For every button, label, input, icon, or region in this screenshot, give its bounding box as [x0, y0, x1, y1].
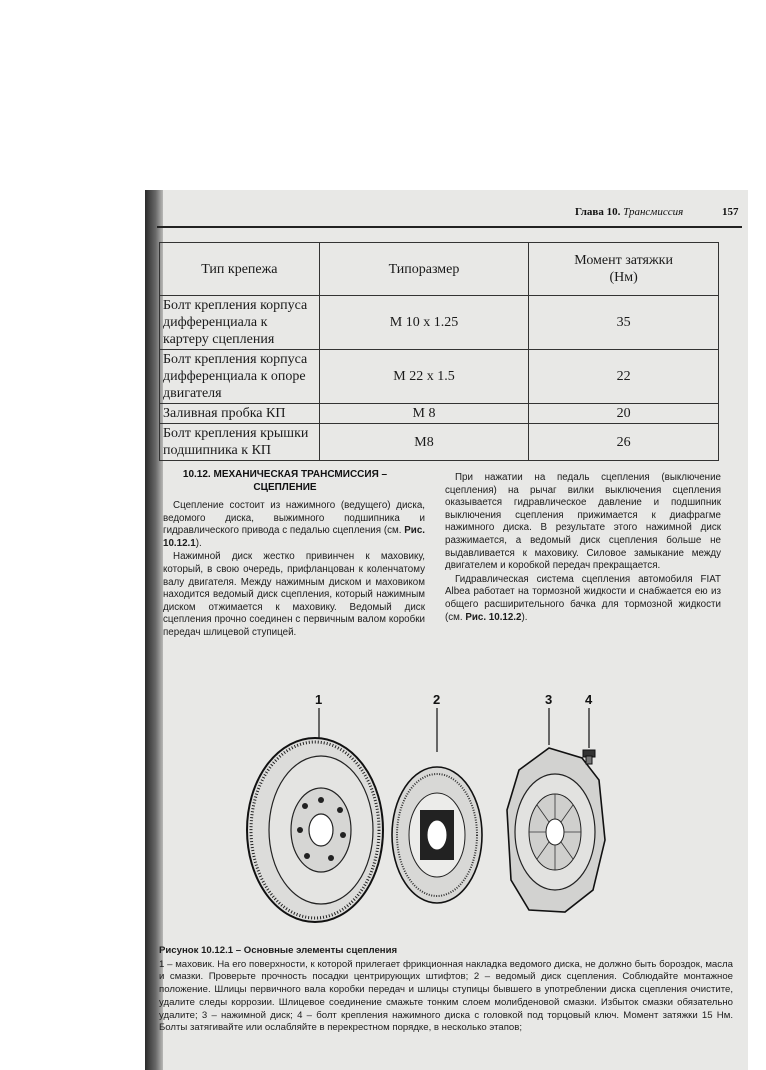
paragraph: Сцепление состоит из нажимного (ведущего) диска, ведомого диска, выжимного подшипника и гидравлического привода с педалью сцепления (см. Рис. 10.12.1). — [163, 500, 425, 549]
table-cell: Болт крепления корпуса дифференциала к картеру сцепления — [160, 296, 320, 350]
figure-reference: Рис. 10.12.2 — [465, 611, 522, 623]
figure-label-3: 3 — [545, 692, 553, 707]
section-number: 10.12. — [182, 469, 211, 480]
flywheel — [247, 738, 383, 922]
table-cell: Заливная пробка КП — [160, 404, 320, 424]
paragraph: При нажатии на педаль сцепления (выключение сцепления) на рычаг вилки выключения сцепления оказывается гидравлическое давление и подшипник выключения сцепления прижимается к диафрагме нажимного диска. В результате этого нажимной диск разжимается, а ведомый диск сцепления больше не выдавливается к маховику. Силовое замыкание между двигателем и коробкой передач прекращается. — [445, 472, 721, 572]
table-row — [160, 424, 719, 461]
table-cell: М 10 х 1.25 — [319, 296, 528, 350]
table-header-cell: Тип крепежа — [160, 243, 320, 296]
table-header-cell: Момент затяжки (Нм) — [529, 243, 719, 296]
table-header-row — [160, 243, 719, 296]
section-title-line1: МЕХАНИЧЕСКАЯ ТРАНСМИССИЯ – — [213, 469, 388, 480]
table-cell: 20 — [529, 404, 719, 424]
caption-body: 1 – маховик. На его поверхности, к которой прилегает фрикционная накладка ведомого диска, не должно быть бороздок, масла и смазки. Проверьте прочность посадки центрирующих штифтов; 2 – ведомый диск сцепления. Соблюдайте монтажное положение. Шлицы первичного вала коробки передач и шлицы ступицы бывшего в употреблении диска сцепления очистите, удалите следы коррозии. Шлицевое соединение смажьте тонким слоем молибденовой смазки. Избыток смазки обязательно удалите; 3 – нажимной диск; 4 – болт крепления нажимного диска с головкой под торцовый ключ. Момент затяжки 15 Нм. Болты затягивайте или ослабляйте в перекрестном порядке, в несколько этапов; — [159, 958, 733, 1034]
table-cell: М 8 — [319, 404, 528, 424]
table-cell: 22 — [529, 350, 719, 404]
section-heading — [165, 468, 405, 494]
table-cell: 26 — [529, 424, 719, 461]
table-cell: М8 — [319, 424, 528, 461]
running-header — [575, 206, 739, 218]
table-row — [160, 350, 719, 404]
clutch-disc — [392, 767, 482, 903]
chapter-label: Глава 10. — [575, 206, 621, 218]
page-number: 157 — [722, 206, 739, 218]
paragraph: Гидравлическая система сцепления автомобиля FIAT Albea работает на тормозной жидкости и снабжается ею из общего расширительного бачка для тормозной жидкости (см. Рис. 10.12.2). — [445, 573, 721, 623]
caption-title: Рисунок 10.12.1 – Основные элементы сцепления — [159, 945, 398, 956]
table-cell: Болт крепления крышки подшипника к КП — [160, 424, 320, 461]
left-text-column — [163, 500, 425, 641]
table-cell: 35 — [529, 296, 719, 350]
paragraph: Нажимной диск жестко привинчен к маховику, который, в свою очередь, прифланцован к коленчатому валу двигателя. Между нажимным диском и маховиком находится ведомый диск сцепления, который нажимным диском отжимается к маховику. Ведомый диск сцепления прочно соединен с первичным валом коробки передач шлицевой ступицей. — [163, 551, 425, 638]
figure-reference: Рис. 10.12.1 — [163, 525, 425, 549]
table-cell: М 22 х 1.5 — [319, 350, 528, 404]
table-row — [160, 296, 719, 350]
figure-caption — [159, 945, 733, 1035]
book-page — [145, 190, 748, 1070]
table-row — [160, 404, 719, 424]
figure-label-2: 2 — [433, 692, 441, 707]
table-cell: Болт крепления корпуса дифференциала к опоре двигателя — [160, 350, 320, 404]
pressure-plate — [507, 748, 605, 912]
right-text-column — [445, 472, 721, 625]
section-title-line2: СЦЕПЛЕНИЕ — [253, 482, 317, 493]
clutch-illustration — [237, 690, 657, 940]
header-rule — [157, 226, 742, 228]
figure-label-4: 4 — [585, 692, 593, 707]
figure-label-1: 1 — [315, 692, 323, 707]
torque-table — [159, 242, 719, 461]
table-header-cell: Типоразмер — [319, 243, 528, 296]
chapter-title: Трансмиссия — [623, 206, 684, 218]
